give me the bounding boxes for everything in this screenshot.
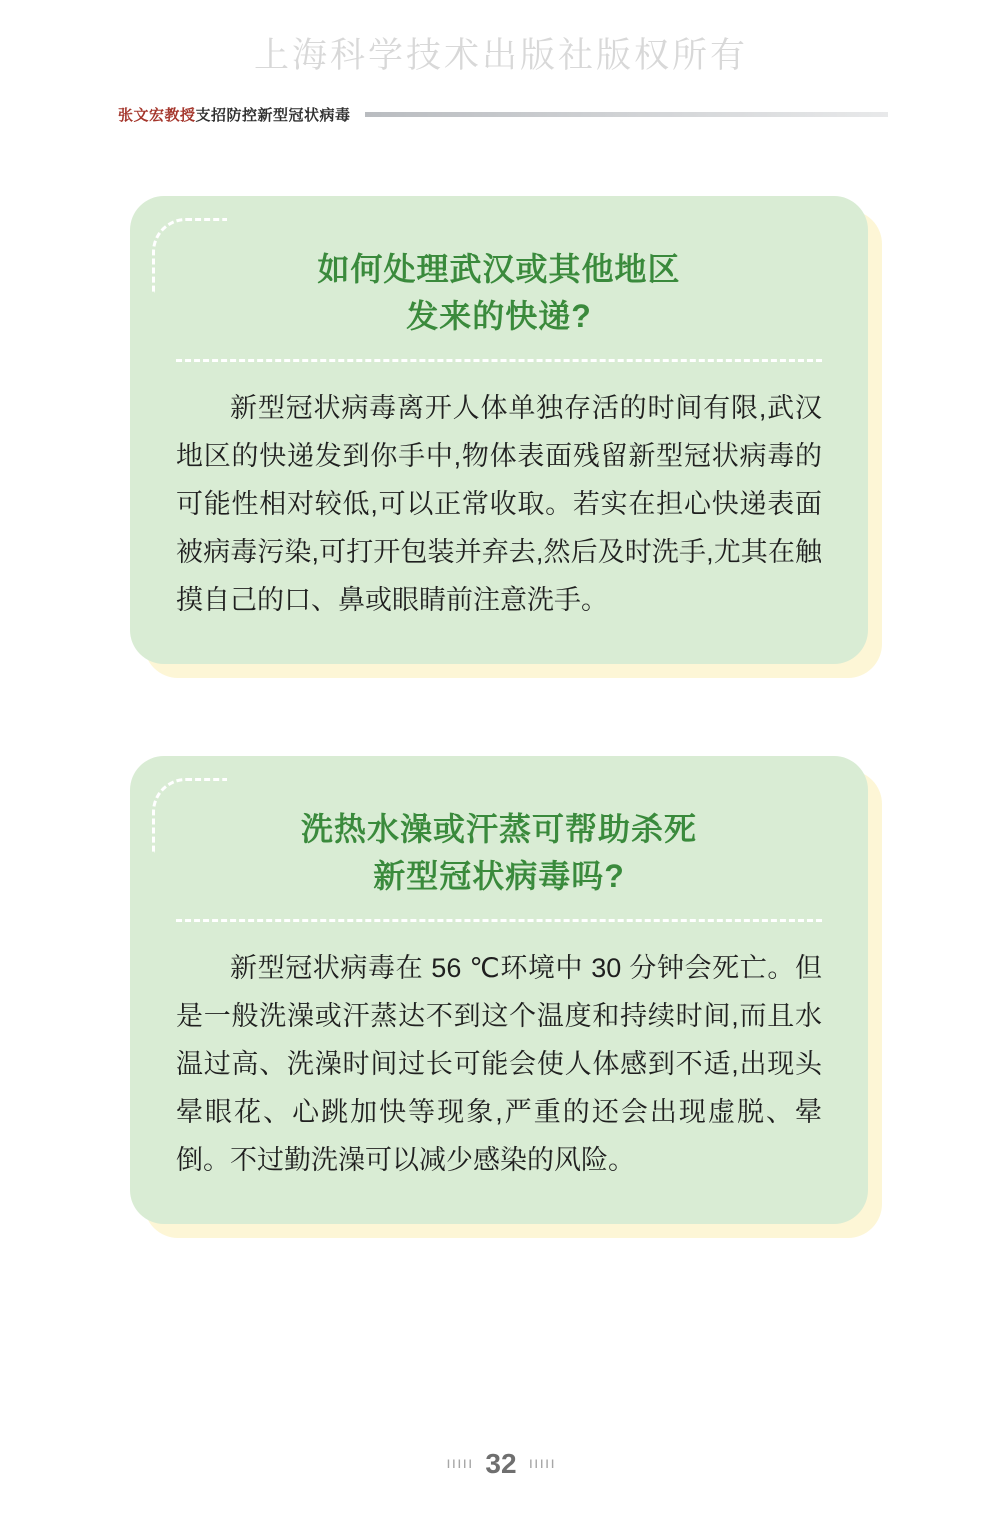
page-folio <box>0 1448 1002 1480</box>
card-question-title <box>176 800 822 919</box>
qa-card-1 <box>130 196 868 664</box>
card-title-line: 发来的快递? <box>406 298 592 335</box>
card-title-line: 如何处理武汉或其他地区 <box>317 251 681 287</box>
page-number: 32 <box>485 1448 517 1479</box>
running-head-rule <box>365 112 888 117</box>
running-head-text: 支招防控新型冠状病毒 <box>195 106 351 124</box>
running-head-highlight: 张文宏教授 <box>118 106 196 124</box>
folio-right-ornament: ııııı <box>528 1455 556 1472</box>
dashed-divider <box>176 919 822 922</box>
card-question-title <box>176 240 822 359</box>
card-title-line: 新型冠状病毒吗? <box>373 858 625 895</box>
card-answer-text: 新型冠状病毒离开人体单独存活的时间有限,武汉地区的快递发到你手中,物体表面残留新型冠状病毒的可能性相对较低,可以正常收取。若实在担心快递表面被病毒污染,可打开包装并弃去,然后及时洗手,尤其在触摸自己的口、鼻或眼睛前注意洗手。 <box>176 392 822 615</box>
qa-card-2 <box>130 756 868 1224</box>
dashed-divider <box>176 359 822 362</box>
copyright-watermark: 上海科学技术出版社版权所有 <box>253 36 748 75</box>
card-surface <box>130 756 868 1224</box>
running-head <box>118 103 888 125</box>
card-answer-text: 新型冠状病毒在 56 ℃环境中 30 分钟会死亡。但是一般洗澡或汗蒸达不到这个温度和持续时间,而且水温过高、洗澡时间过长可能会使人体感到不适,出现头晕眼花、心跳加快等现象,严重的还会出现虚脱、晕倒。不过勤洗澡可以减少感染的风险。 <box>176 952 822 1175</box>
card-title-line: 洗热水澡或汗蒸可帮助杀死 <box>300 811 697 847</box>
card-surface <box>130 196 868 664</box>
folio-left-ornament: ııııı <box>446 1455 474 1472</box>
